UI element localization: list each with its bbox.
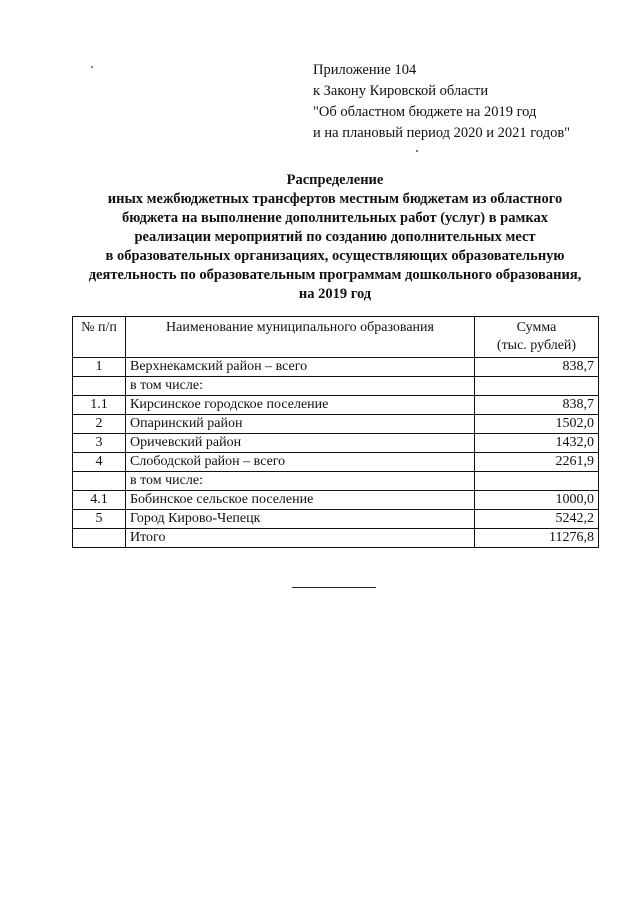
row-name: Кирсинское городское поселение xyxy=(126,396,475,415)
row-sum: 1502,0 xyxy=(475,415,599,434)
row-name: Слободской район – всего xyxy=(126,453,475,472)
header-num: № п/п xyxy=(73,317,126,358)
annex-line: к Закону Кировской области xyxy=(313,83,489,99)
title-line: бюджета на выполнение дополнительных работ (услуг) в рамках xyxy=(122,210,548,226)
row-num: 2 xyxy=(73,415,126,434)
table-row xyxy=(73,377,599,396)
table-row xyxy=(73,491,599,510)
row-num xyxy=(73,472,126,491)
row-sum xyxy=(475,377,599,396)
header-sum-unit: (тыс. рублей) xyxy=(496,338,577,353)
row-num: 5 xyxy=(73,510,126,529)
title-line: в образовательных организациях, осуществляющих образовательную xyxy=(105,248,565,264)
row-name: Город Кирово-Чепецк xyxy=(126,510,475,529)
row-num: 4 xyxy=(73,453,126,472)
row-sum: 838,7 xyxy=(475,396,599,415)
row-num xyxy=(73,529,126,548)
row-sum: 1000,0 xyxy=(475,491,599,510)
row-sum: 5242,2 xyxy=(475,510,599,529)
row-sum xyxy=(475,472,599,491)
row-name: в том числе: xyxy=(126,472,475,491)
title-line: деятельность по образовательным программам дошкольного образования, xyxy=(88,267,582,283)
row-num: 4.1 xyxy=(73,491,126,510)
row-num: 1.1 xyxy=(73,396,126,415)
annex-header xyxy=(313,60,623,144)
row-name: Бобинское сельское поселение xyxy=(126,491,475,510)
row-num: 1 xyxy=(73,358,126,377)
row-name: в том числе: xyxy=(126,377,475,396)
annex-line: и на плановый период 2020 и 2021 годов" xyxy=(313,125,571,141)
table-row xyxy=(73,358,599,377)
table-row xyxy=(73,396,599,415)
header-name: Наименование муниципального образования xyxy=(126,317,475,358)
table-row xyxy=(73,453,599,472)
table-row xyxy=(73,434,599,453)
distribution-table xyxy=(72,316,599,548)
row-sum: 2261,9 xyxy=(475,453,599,472)
title-line: иных межбюджетных трансфертов местным бюджетам из областного xyxy=(107,191,563,207)
table-row xyxy=(73,472,599,491)
annex-line: Приложение 104 xyxy=(313,62,417,78)
row-num: 3 xyxy=(73,434,126,453)
table-row xyxy=(73,510,599,529)
title-line: на 2019 год xyxy=(298,286,372,302)
header-sum xyxy=(475,317,599,358)
header-sum-line: Сумма xyxy=(516,320,557,335)
row-name: Оричевский район xyxy=(126,434,475,453)
annex-line: "Об областном бюджете на 2019 год xyxy=(313,104,537,120)
title-line: Распределение xyxy=(286,172,384,188)
row-num xyxy=(73,377,126,396)
row-name: Итого xyxy=(126,529,475,548)
table-header-row xyxy=(73,317,599,358)
scan-speck xyxy=(416,150,418,152)
table-total-row xyxy=(73,529,599,548)
row-sum: 838,7 xyxy=(475,358,599,377)
row-sum: 1432,0 xyxy=(475,434,599,453)
row-sum: 11276,8 xyxy=(475,529,599,548)
row-name: Верхнекамский район – всего xyxy=(126,358,475,377)
row-name: Опаринский район xyxy=(126,415,475,434)
document-title xyxy=(40,171,630,304)
closing-rule-divider xyxy=(292,587,376,588)
scan-speck xyxy=(91,66,93,68)
title-line: реализации мероприятий по созданию дополнительных мест xyxy=(134,229,536,245)
table-row xyxy=(73,415,599,434)
